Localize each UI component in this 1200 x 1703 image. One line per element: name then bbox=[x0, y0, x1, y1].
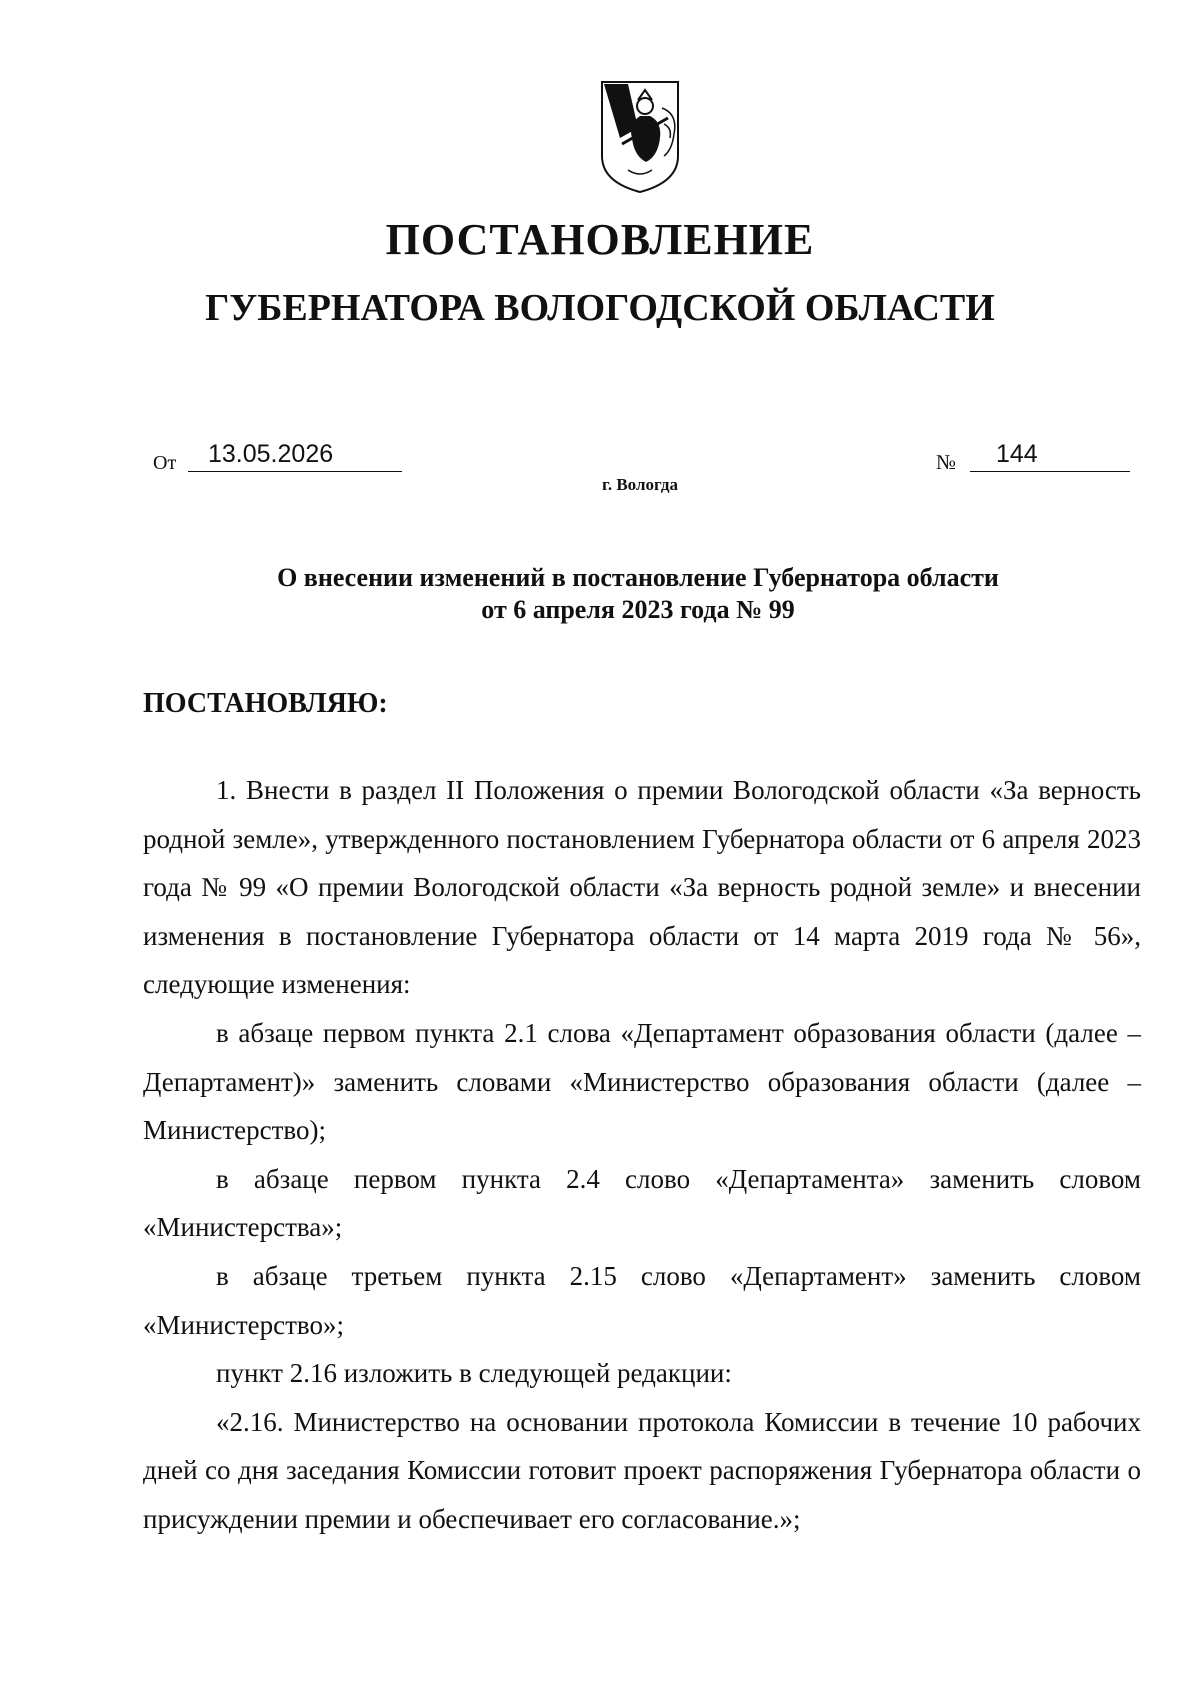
document-subject bbox=[0, 562, 1200, 626]
date-label: От bbox=[153, 452, 177, 474]
body-paragraph: 1. Внести в раздел II Положения о премии Вологодской области «За верность родной земле», утвержденного постановлением Губернатора области от 6 апреля 2023 года № 99 «О премии Вологодской области «За верность родной земле» и внесении изменения в постановление Губернатора области от 14 марта 2019 года № 56», следующие изменения: bbox=[143, 775, 1141, 1000]
city: г. Вологда bbox=[602, 475, 678, 494]
document-date: 13.05.2026 bbox=[188, 440, 402, 472]
document-body bbox=[143, 766, 1141, 1544]
body-paragraph: «2.16. Министерство на основании протокола Комиссии в течение 10 рабочих дней со дня заседания Комиссии готовит проект распоряжения Губернатора области о присуждении премии и обеспечивает его согласование.»; bbox=[143, 1406, 1141, 1534]
body-paragraph: в абзаце первом пункта 2.1 слова «Департамент образования области (далее – Департамент)» заменить словами «Министерство образования области (далее – Министерство); bbox=[143, 1017, 1141, 1146]
subject-line: О внесении изменений в постановление Губернатора области bbox=[277, 563, 999, 592]
body-paragraph: в абзаце третьем пункта 2.15 слово «Департамент» заменить словом «Министерство»; bbox=[143, 1260, 1141, 1340]
document-title: ПОСТАНОВЛЕНИЕ bbox=[385, 215, 815, 264]
subject-line: от 6 апреля 2023 года № 99 bbox=[481, 595, 795, 624]
issuer-title: ГУБЕРНАТОРА ВОЛОГОДСКОЙ ОБЛАСТИ bbox=[205, 287, 995, 329]
document-number: 144 bbox=[970, 440, 1130, 472]
body-paragraph: пункт 2.16 изложить в следующей редакции: bbox=[216, 1358, 732, 1389]
body-paragraph: в абзаце первом пункта 2.4 слово «Департамента» заменить словом «Министерства»; bbox=[143, 1163, 1141, 1243]
decree-word: ПОСТАНОВЛЯЮ: bbox=[143, 688, 388, 719]
number-label: № bbox=[936, 450, 957, 474]
vologda-coat-of-arms-icon bbox=[598, 78, 682, 196]
